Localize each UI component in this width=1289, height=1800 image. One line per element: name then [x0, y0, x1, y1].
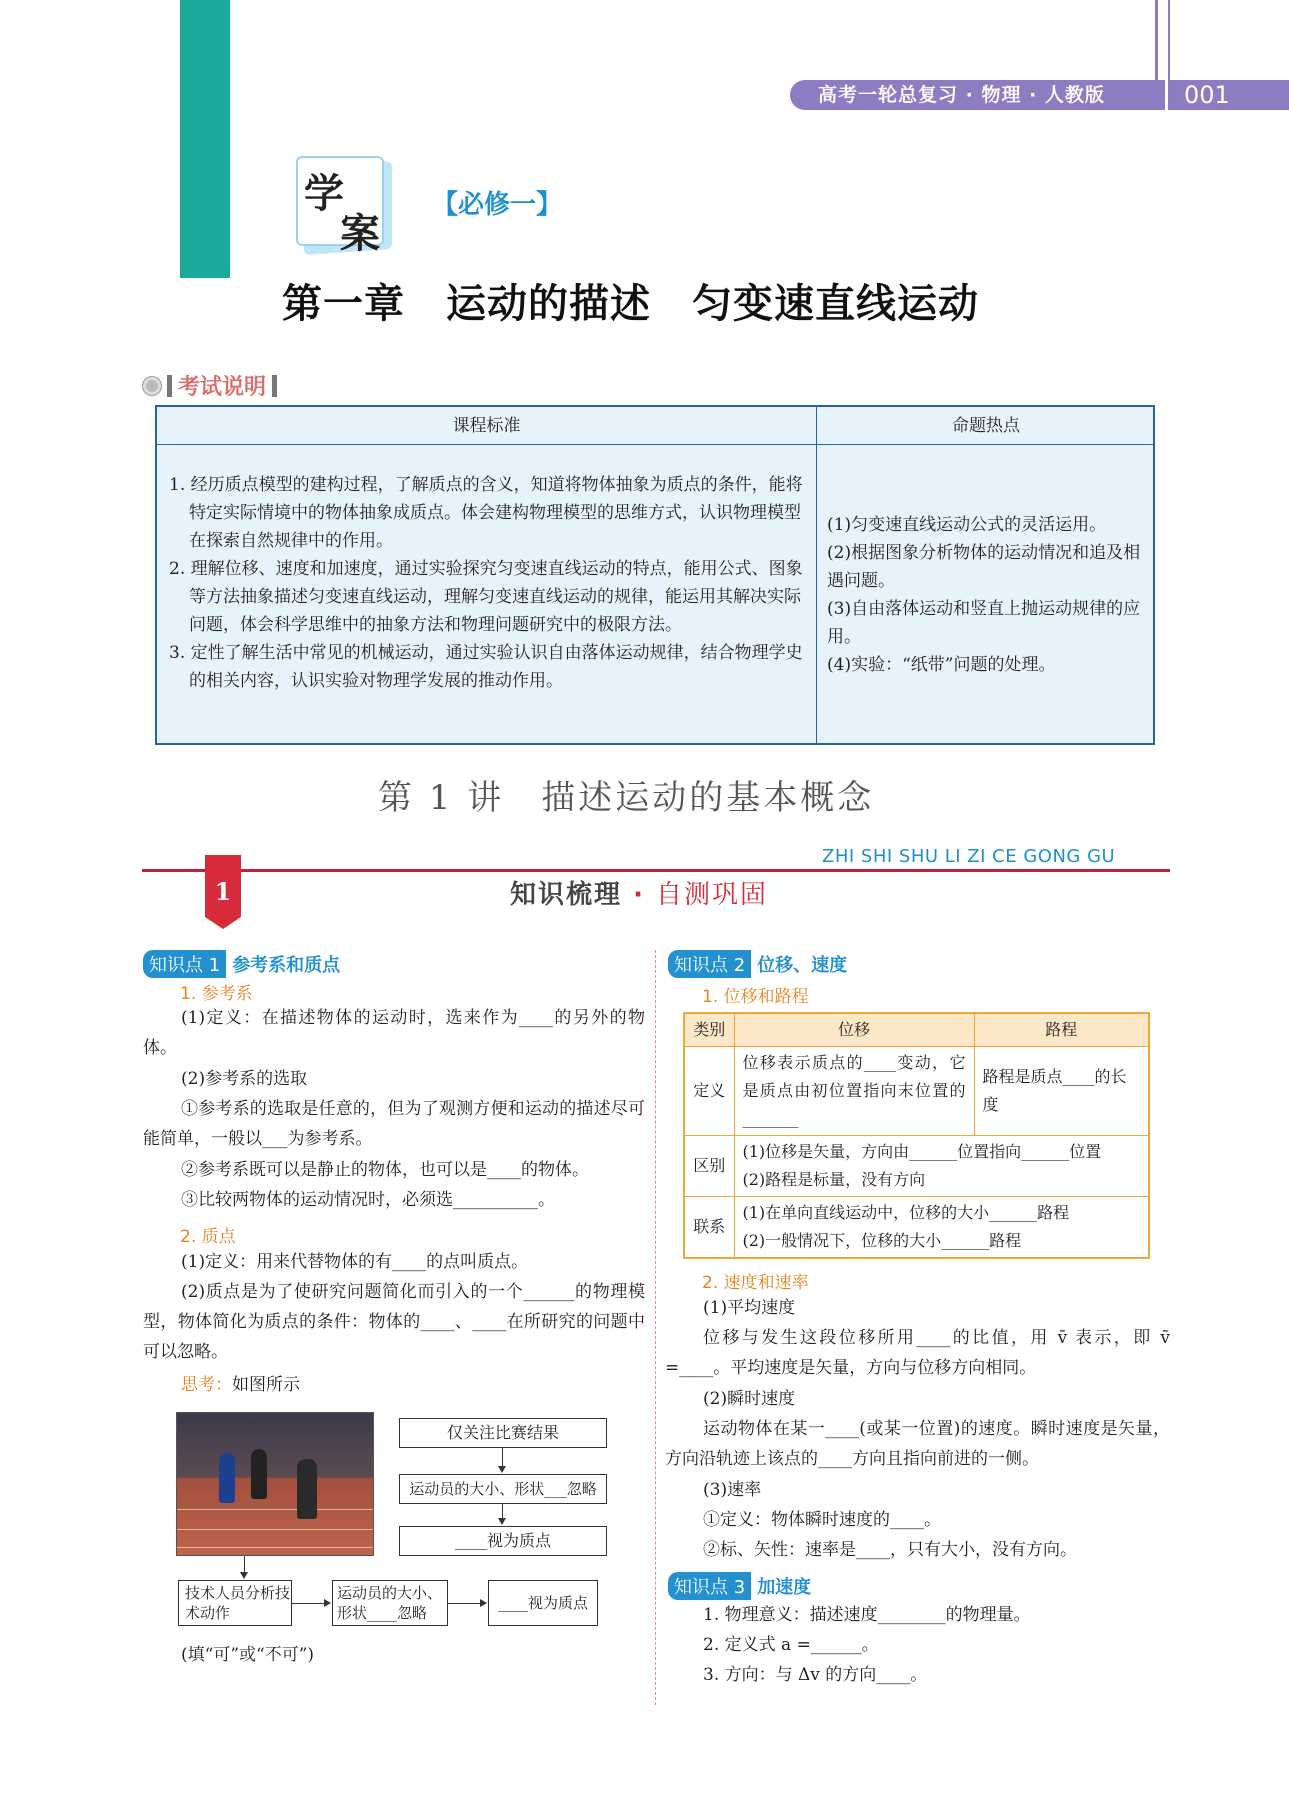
page-number: 001: [1170, 80, 1289, 110]
avg-velocity-text: 位移与发生这段位移所用____的比值，用 v̄ 表示，即 v̄ =____。平均速度是矢量，方向与位移方向相同。: [665, 1328, 1170, 1378]
kp1-selection-1: ①参考系的选取是任意的，但为了观测方便和运动的描述尽可能简单，一般以___为参考系。: [143, 1099, 645, 1149]
exam-heading-text: 考试说明: [178, 375, 267, 400]
cell-difference: [734, 1136, 1149, 1197]
bullet-icon: [143, 377, 161, 395]
badge-tip: [205, 917, 241, 929]
kp1-think: [181, 1370, 645, 1400]
exam-heading: [143, 370, 277, 401]
cell-relation: [734, 1197, 1149, 1259]
hotspot-item: (1)匀变速直线运动公式的灵活运用。: [827, 515, 1107, 535]
col-header-standards: 课程标准: [157, 407, 817, 445]
difference-line: (2)路程是标量，没有方向: [742, 1170, 926, 1189]
divider-bar-icon: [272, 375, 277, 397]
kp1-tag: 知识点 1: [143, 950, 226, 978]
kp2-heading: [668, 950, 847, 978]
kp1-selection-3: ③比较两物体的运动情况时，必须选__________。: [181, 1190, 555, 1210]
kp1-title: 参考系和质点: [232, 955, 341, 976]
column-divider: [655, 950, 656, 1705]
hotspot-item: (2)根据图象分析物体的运动情况和追及相遇问题。: [827, 543, 1141, 591]
flow-box-analysis: 技术人员分析技术动作: [178, 1580, 292, 1626]
col-header-hotspots: 命题热点: [817, 407, 1155, 445]
kp3-title: 加速度: [757, 1577, 812, 1598]
standard-item: 1. 经历质点模型的建构过程，了解质点的含义，知道将物体抽象为质点的条件，能将特定实际情境中的物体抽象成质点。体会建构物理模型的思维方式，认识物理模型在探索自然规律中的作用。: [169, 475, 803, 551]
exam-table: [155, 405, 1155, 745]
flow-arrow: [448, 1603, 484, 1604]
difference-line: (1)位移是矢量，方向由______位置指向______位置: [742, 1142, 1102, 1161]
relation-line: (2)一般情况下，位移的大小______路程: [742, 1231, 1022, 1250]
displacement-path-table: [683, 1012, 1150, 1259]
arrow-down-icon: [498, 1518, 506, 1525]
section-title: [510, 874, 768, 911]
hotspots-cell: [817, 445, 1155, 743]
standards-cell: [157, 445, 817, 743]
lecture-title: 第 1 讲 描述运动的基本概念: [378, 778, 875, 818]
speed-def: ①定义：物体瞬时速度的____。: [703, 1510, 941, 1530]
kp1-particle-model: (2)质点是为了使研究问题简化而引入的一个______的物理模型，物体简化为质点的条件：物体的____、____在所研究的问题中可以忽略。: [143, 1282, 645, 1362]
kp2-sub-velocity: 2. 速度和速率: [702, 1273, 809, 1293]
arrow-right-icon: [480, 1599, 487, 1607]
cell-def-path: 路程是质点____的长度: [974, 1047, 1149, 1136]
sprinters-photo: [176, 1412, 374, 1556]
section-title-sep: ·: [633, 880, 645, 910]
table-header: 路程: [974, 1013, 1149, 1047]
kp1-particle-def: (1)定义：用来代替物体的有____的点叫质点。: [181, 1252, 529, 1272]
relation-line: (1)在单向直线运动中，位移的大小______路程: [742, 1203, 1070, 1222]
kp2-tag: 知识点 2: [668, 950, 751, 978]
kp3-meaning: 1. 物理意义：描述速度________的物理量。: [703, 1605, 1031, 1625]
arrow-down-icon: [240, 1572, 248, 1579]
runner-figure: [251, 1449, 267, 1499]
row-label-difference: 区别: [684, 1136, 734, 1197]
row-label-definition: 定义: [684, 1047, 734, 1136]
inst-velocity-head: (2)瞬时速度: [703, 1389, 796, 1409]
flow-box-particle-2: ____视为质点: [488, 1580, 598, 1626]
speed-head: (3)速率: [703, 1480, 762, 1500]
logo-char-1: 学: [304, 171, 344, 217]
track-lane: [177, 1509, 374, 1510]
speed-scalar: ②标、矢性：速率是____，只有大小，没有方向。: [703, 1540, 1077, 1560]
teal-decor-bar: [180, 0, 230, 278]
hotspot-item: (3)自由落体运动和竖直上抛运动规律的应用。: [827, 599, 1141, 647]
kp1-sub-reference: 1. 参考系: [180, 984, 253, 1004]
flow-box-result: 仅关注比赛结果: [399, 1418, 607, 1448]
kp2-title: 位移、速度: [757, 955, 848, 976]
inst-velocity-text: 运动物体在某一____(或某一位置)的速度。瞬时速度是矢量，方向沿轨迹上该点的____方向且指向前进的一侧。: [665, 1419, 1170, 1469]
kp1-selection-head: (2)参考系的选取: [181, 1069, 308, 1089]
section-title-a: 知识梳理: [510, 880, 623, 910]
standard-item: 3. 定性了解生活中常见的机械运动，通过实验认识自由落体运动规律，结合物理学史的相关内容，认识实验对物理学发展的推动作用。: [169, 643, 803, 691]
kp3-formula: 2. 定义式 a =______。: [703, 1635, 879, 1655]
runner-figure: [297, 1459, 317, 1519]
kp3-heading: [668, 1572, 811, 1600]
section-title-b: 自测巩固: [656, 880, 769, 910]
flow-arrow: [292, 1603, 328, 1604]
xuean-logo: [296, 156, 394, 256]
flow-box-size-shape-2: 运动员的大小、形状____忽略: [332, 1580, 448, 1626]
logo-char-2: 案: [340, 211, 380, 257]
table-header: 位移: [734, 1013, 974, 1047]
hotspot-item: (4)实验：“纸带”问题的处理。: [827, 655, 1056, 675]
think-label: 思考：: [181, 1375, 232, 1395]
track-lane: [177, 1529, 374, 1530]
think-text: 如图所示: [232, 1375, 300, 1395]
kp3-direction: 3. 方向：与 Δv 的方向____。: [703, 1665, 928, 1685]
arrow-down-icon: [498, 1466, 506, 1473]
section-number-badge: [205, 855, 241, 927]
arrow-right-icon: [324, 1599, 331, 1607]
cell-def-displacement: 位移表示质点的____变动，它是质点由初位置指向末位置的_______: [734, 1047, 974, 1136]
module-label: 【必修一】: [432, 190, 563, 220]
book-title-band: 高考一轮总复习 · 物理 · 人教版: [790, 80, 1165, 110]
track-lane: [177, 1547, 374, 1548]
logo-card: [296, 156, 384, 257]
section-pinyin: ZHI SHI SHU LI ZI CE GONG GU: [822, 846, 1116, 867]
divider-bar-icon: [167, 375, 172, 397]
kp1-definition: (1)定义：在描述物体的运动时，选来作为____的另外的物体。: [143, 1008, 645, 1058]
kp1-sub-particle: 2. 质点: [180, 1227, 236, 1247]
table-header: 类别: [684, 1013, 734, 1047]
avg-velocity-head: (1)平均速度: [703, 1298, 796, 1318]
kp1-selection-2: ②参考系既可以是静止的物体，也可以是____的物体。: [181, 1160, 589, 1180]
badge-body: 1: [205, 855, 241, 917]
kp1-heading: [143, 950, 340, 978]
chapter-title: 第一章 运动的描述 匀变速直线运动: [282, 280, 979, 327]
purple-vertical-rule: [1155, 0, 1158, 80]
flow-box-particle: ____视为质点: [399, 1526, 607, 1556]
kp3-tag: 知识点 3: [668, 1572, 751, 1600]
section-rule: [142, 869, 1170, 872]
runner-figure: [219, 1453, 235, 1503]
standard-item: 2. 理解位移、速度和加速度，通过实验探究匀变速直线运动的特点，能用公式、图象等方法抽象描述匀变速直线运动，理解匀变速直线运动的规律，能运用其解决实际问题，体会科学思维中的抽象方法和物理问题研究中的极限方法。: [169, 559, 803, 635]
row-label-relation: 联系: [684, 1197, 734, 1259]
fill-note: (填“可”或“不可”): [181, 1645, 315, 1665]
flow-box-size-shape: 运动员的大小、形状___忽略: [399, 1474, 607, 1504]
kp2-sub-displacement: 1. 位移和路程: [702, 987, 809, 1007]
